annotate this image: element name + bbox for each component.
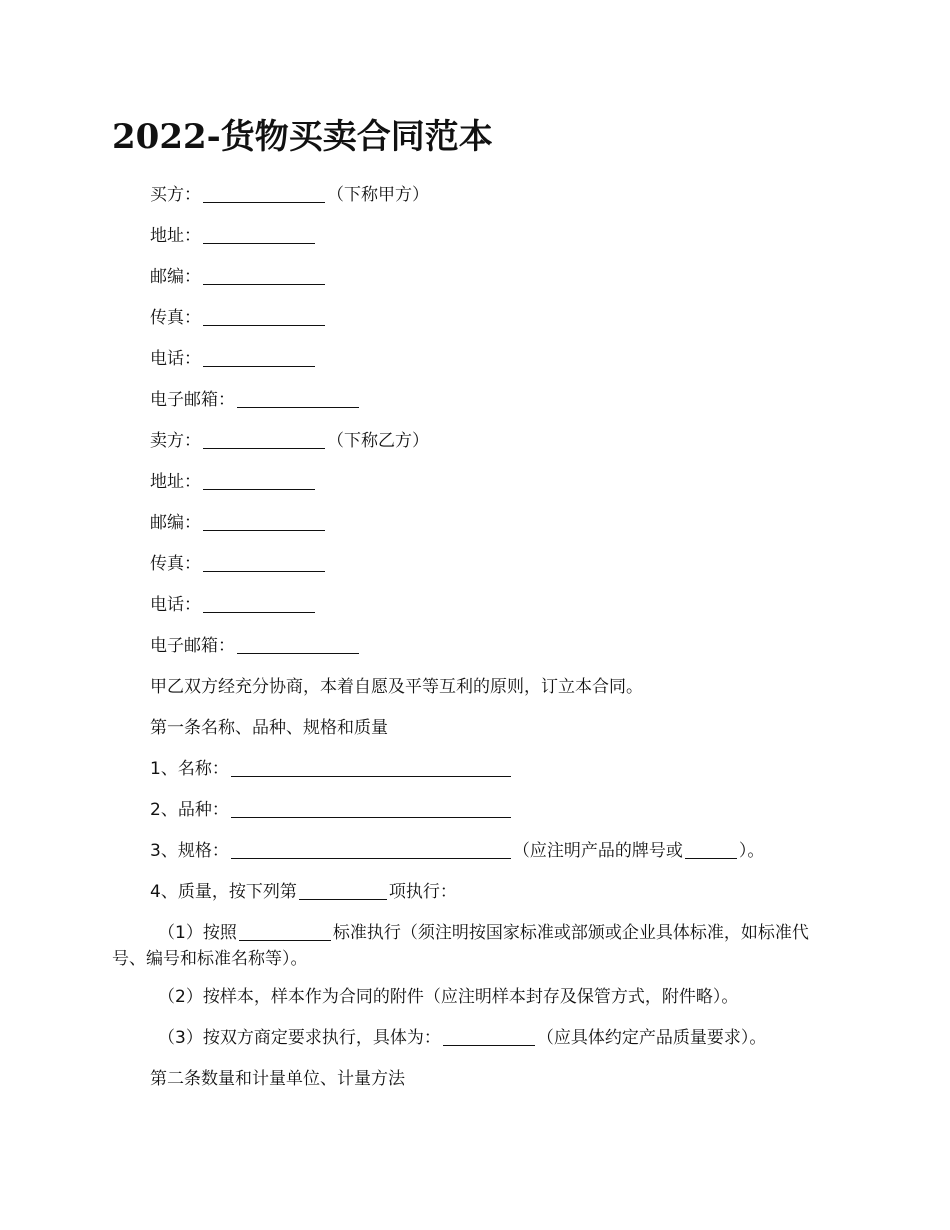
buyer-email-blank <box>237 389 359 408</box>
article1-sub3-line <box>158 1025 766 1051</box>
article1-sub2-line: （2）按样本，样本作为合同的附件（应注明样本封存及保管方式，附件略）。 <box>158 987 739 1007</box>
buyer-fax-label: 传真： <box>150 308 201 328</box>
sub1-blank <box>239 922 331 941</box>
item3-blank <box>231 840 511 859</box>
seller-suffix: （下称乙方） <box>327 431 429 451</box>
seller-email-blank <box>237 635 359 654</box>
article2-heading: 第二条数量和计量单位、计量方法 <box>150 1069 405 1089</box>
buyer-label: 买方： <box>150 185 201 205</box>
buyer-address-label: 地址： <box>150 226 201 246</box>
seller-line <box>150 428 429 454</box>
seller-phone-label: 电话： <box>150 595 201 615</box>
item1-blank <box>231 758 511 777</box>
seller-label: 卖方： <box>150 431 201 451</box>
seller-name-blank <box>203 430 325 449</box>
sub3-blank <box>443 1027 535 1046</box>
seller-fax-label: 传真： <box>150 554 201 574</box>
item3-label: 3、规格： <box>150 841 229 861</box>
buyer-postcode-line <box>150 264 327 290</box>
seller-fax-blank <box>203 553 325 572</box>
buyer-email-label: 电子邮箱： <box>150 390 235 410</box>
item3-end: ）。 <box>738 841 765 861</box>
article1-item3-line <box>150 838 764 864</box>
seller-phone-blank <box>203 594 315 613</box>
buyer-fax-blank <box>203 307 325 326</box>
article1-item1-line <box>150 756 513 782</box>
buyer-phone-label: 电话： <box>150 349 201 369</box>
buyer-email-line <box>150 387 361 413</box>
buyer-suffix: （下称甲方） <box>327 185 429 205</box>
article1-item2-line <box>150 797 513 823</box>
item4-post: 项执行： <box>388 882 457 902</box>
seller-email-label: 电子邮箱： <box>150 636 235 656</box>
buyer-address-blank <box>203 225 315 244</box>
article1-heading: 第一条名称、品种、规格和质量 <box>150 718 388 738</box>
item1-label: 1、名称： <box>150 759 229 779</box>
seller-address-blank <box>203 471 315 490</box>
seller-postcode-line <box>150 510 327 536</box>
sub1-pre: （1）按照 <box>158 923 237 943</box>
buyer-phone-line <box>150 346 317 372</box>
item4-pre: 4、质量，按下列第 <box>150 882 297 902</box>
buyer-phone-blank <box>203 348 315 367</box>
seller-address-line <box>150 469 317 495</box>
seller-fax-line <box>150 551 327 577</box>
buyer-address-line <box>150 223 317 249</box>
buyer-postcode-label: 邮编： <box>150 267 201 287</box>
sub1-post: 标准执行（须注明按国家标准或部颁或企业具体标准，如标准代号、编号和标准名称等）。 <box>112 923 809 969</box>
seller-postcode-label: 邮编： <box>150 513 201 533</box>
article1-item4-line <box>150 879 457 905</box>
item2-label: 2、品种： <box>150 800 229 820</box>
buyer-name-blank <box>203 184 325 203</box>
item3-note: （应注明产品的牌号或 <box>512 841 683 861</box>
sub3-pre: （3）按双方商定要求执行，具体为： <box>158 1028 441 1048</box>
buyer-line <box>150 182 429 208</box>
article1-sub1-paragraph <box>112 920 832 972</box>
seller-email-line <box>150 633 361 659</box>
buyer-fax-line <box>150 305 327 331</box>
sub3-post: （应具体约定产品质量要求）。 <box>536 1028 767 1048</box>
item4-blank <box>299 881 387 900</box>
seller-postcode-blank <box>203 512 325 531</box>
document-title: 2022-货物买卖合同范本 <box>112 117 493 157</box>
item2-blank <box>231 799 511 818</box>
seller-address-label: 地址： <box>150 472 201 492</box>
item3-brand-blank <box>685 840 737 859</box>
seller-phone-line <box>150 592 317 618</box>
buyer-postcode-blank <box>203 266 325 285</box>
intro-paragraph: 甲乙双方经充分协商，本着自愿及平等互利的原则，订立本合同。 <box>150 677 643 697</box>
